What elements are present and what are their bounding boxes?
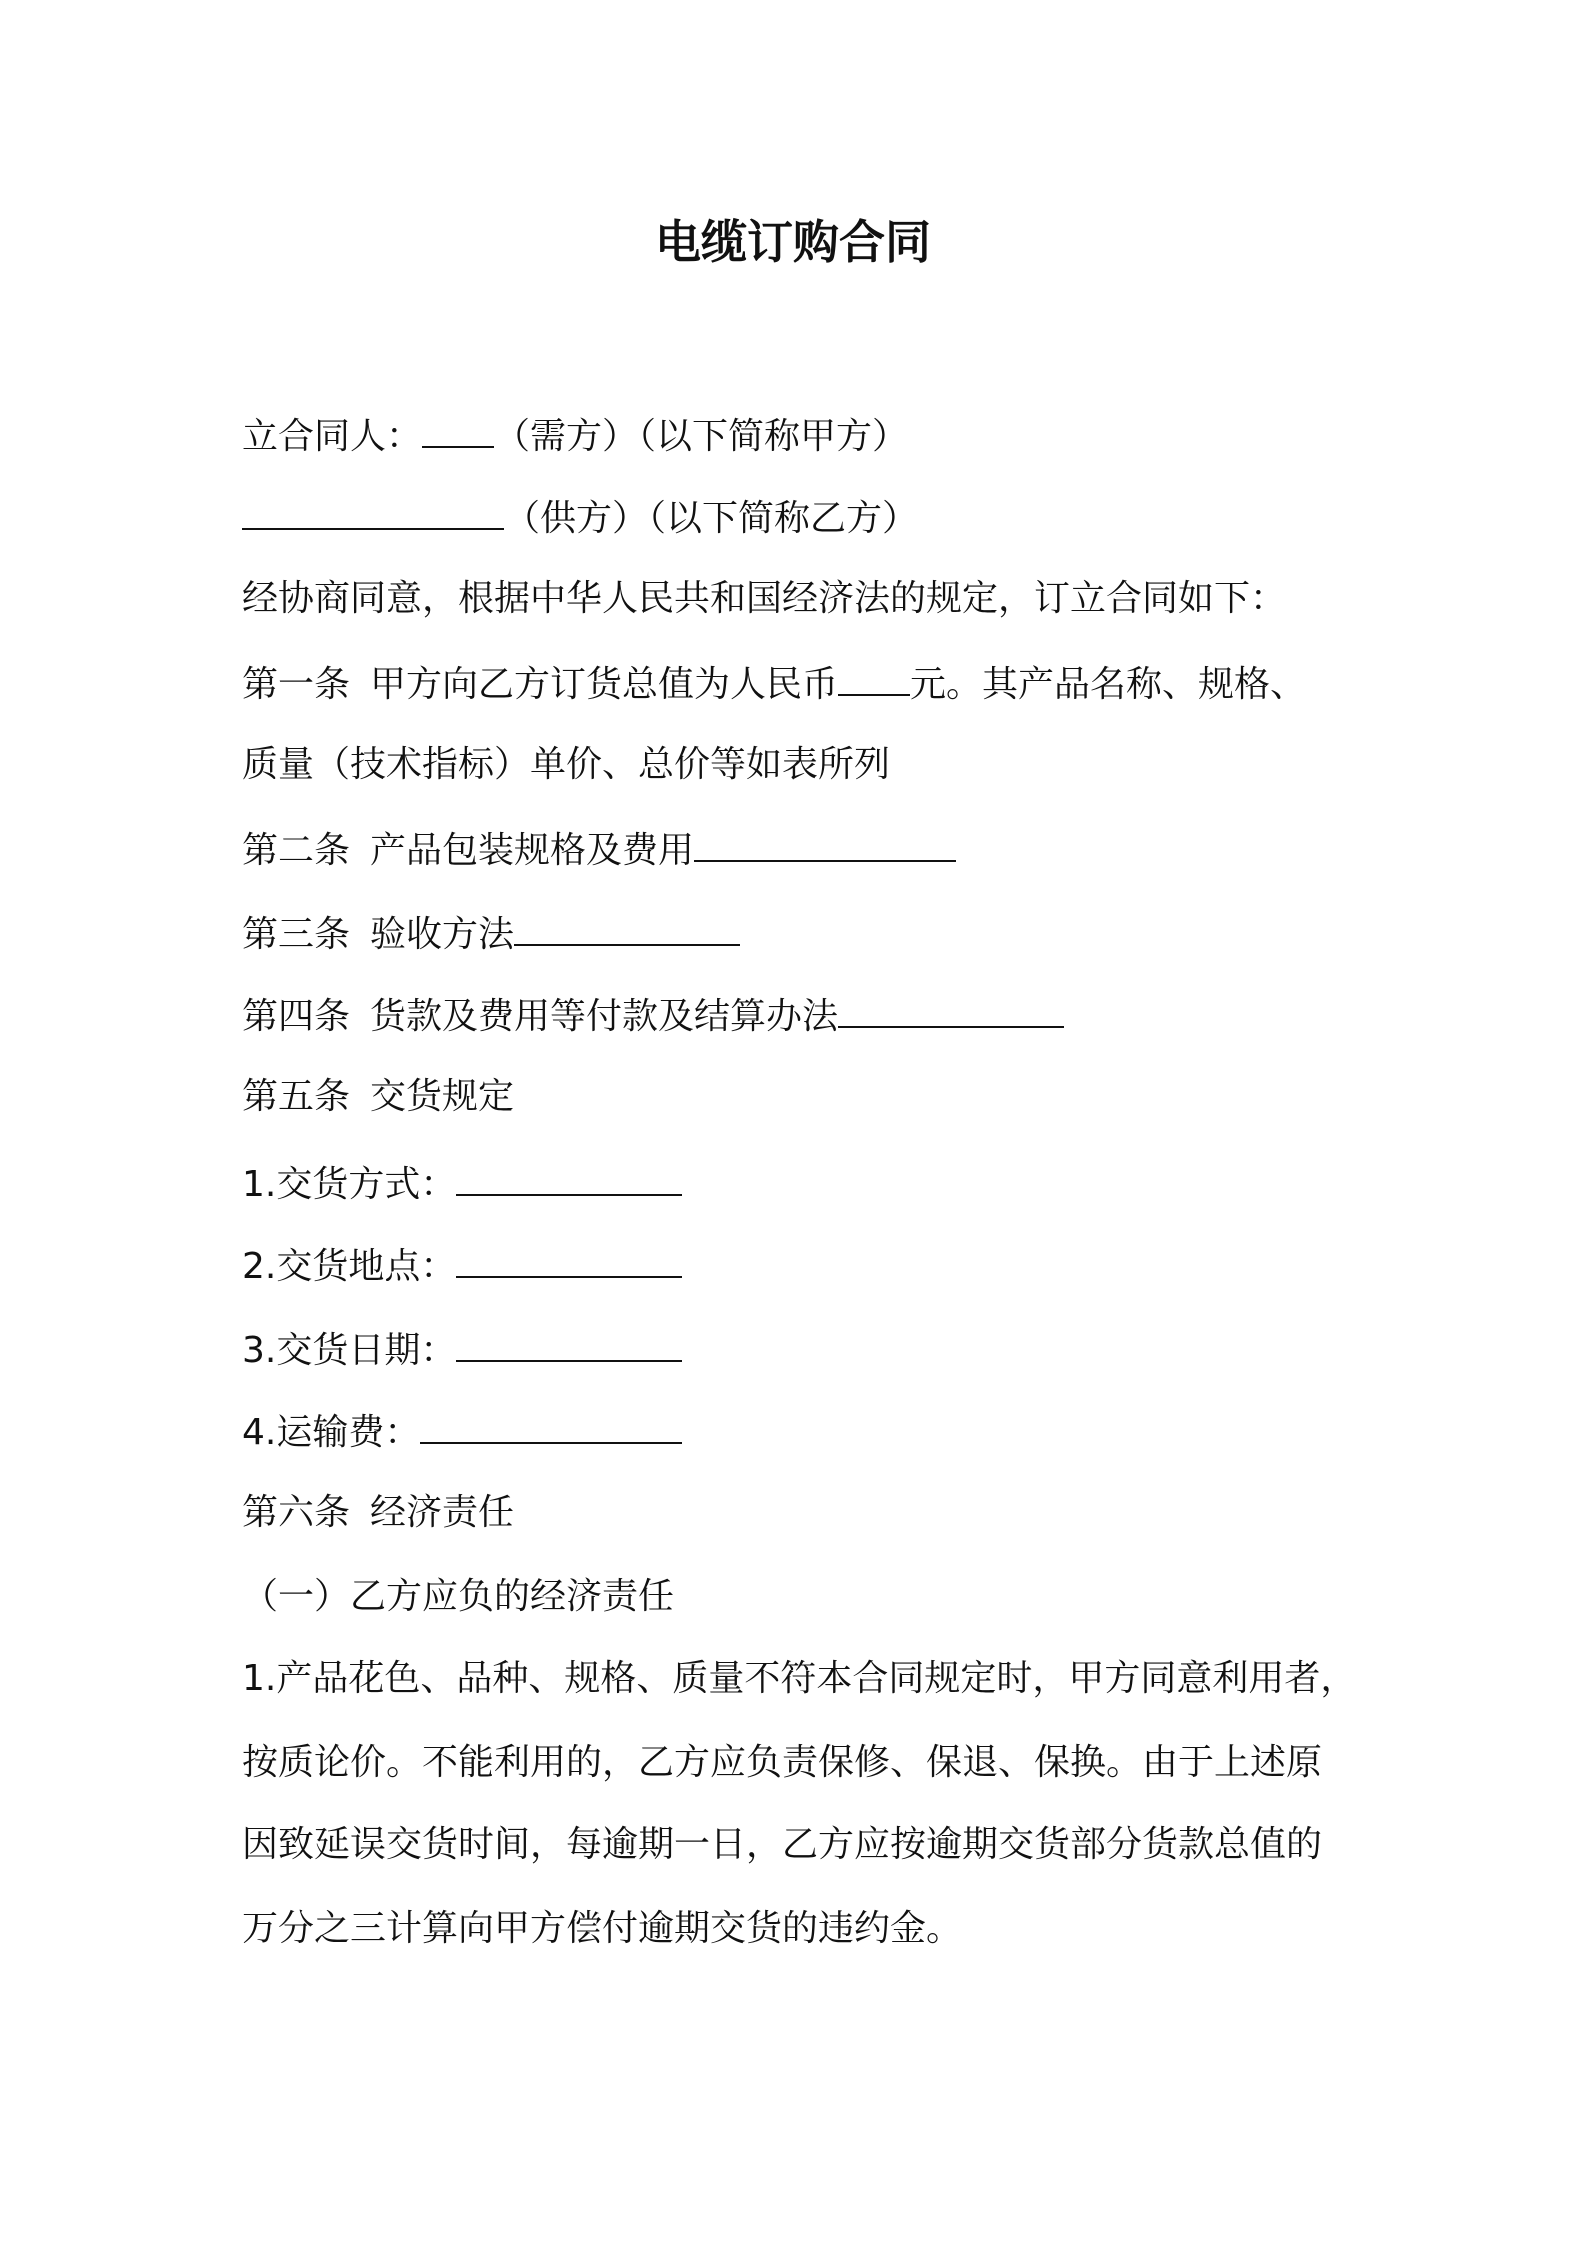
article-5-text: 交货规定: [370, 1076, 515, 1117]
article-1-heading: 第一条: [242, 664, 351, 705]
paragraph-line-3: 因致延误交货时间，每逾期一日，乙方应按逾期交货部分货款总值的: [242, 1824, 1323, 1865]
subsection-1-heading: （一）乙方应负的经济责任: [242, 1576, 675, 1617]
transport-fee: [242, 1404, 682, 1458]
delivery-location: [242, 1238, 682, 1292]
article-4-heading: 第四条: [242, 996, 351, 1037]
article-1-continued: 质量（技术指标）单价、总价等如表所列: [242, 744, 891, 785]
delivery-method-blank[interactable]: [456, 1156, 682, 1196]
delivery-method: [242, 1156, 682, 1210]
article-4-text: 货款及费用等付款及结算办法: [370, 996, 839, 1037]
paragraph-line-2: 按质论价。不能利用的，乙方应负责保修、保退、保换。由于上述原: [242, 1742, 1323, 1783]
article-6-heading: 第六条: [242, 1492, 351, 1533]
order-total-blank[interactable]: [838, 656, 910, 696]
delivery-location-label: 2.交货地点：: [242, 1246, 457, 1287]
article-4: [242, 988, 1064, 1042]
delivery-location-blank[interactable]: [456, 1238, 682, 1278]
article-1-text-b: 元。其产品名称、规格、: [910, 664, 1307, 705]
article-2: [242, 822, 956, 876]
preamble: 经协商同意，根据中华人民共和国经济法的规定，订立合同如下：: [242, 578, 1287, 619]
article-1: [242, 656, 1306, 710]
party-b-line: [242, 490, 918, 544]
party-b-suffix: （供方）（以下简称乙方）: [504, 498, 919, 539]
party-a-blank[interactable]: [422, 408, 494, 448]
article-5-heading: 第五条: [242, 1076, 351, 1117]
party-a-suffix: （需方）（以下简称甲方）: [494, 416, 909, 457]
party-b-blank[interactable]: [242, 490, 504, 530]
inspection-blank[interactable]: [514, 906, 740, 946]
party-a-label: 立合同人：: [242, 416, 423, 457]
article-5: [242, 1072, 514, 1122]
delivery-date: [242, 1322, 682, 1376]
delivery-date-blank[interactable]: [456, 1322, 682, 1362]
transport-fee-blank[interactable]: [420, 1404, 682, 1444]
article-2-heading: 第二条: [242, 830, 351, 871]
paragraph-line-4: 万分之三计算向甲方偿付逾期交货的违约金。: [242, 1908, 963, 1949]
article-3-text: 验收方法: [370, 914, 515, 955]
article-6: [242, 1488, 514, 1538]
transport-fee-label: 4.运输费：: [242, 1412, 421, 1453]
article-1-text-a: 甲方向乙方订货总值为人民币: [370, 664, 839, 705]
payment-blank[interactable]: [838, 988, 1064, 1028]
article-6-text: 经济责任: [370, 1492, 515, 1533]
delivery-method-label: 1.交货方式：: [242, 1164, 457, 1205]
article-2-text: 产品包装规格及费用: [370, 830, 695, 871]
packaging-blank[interactable]: [694, 822, 956, 862]
article-3: [242, 906, 740, 960]
article-3-heading: 第三条: [242, 914, 351, 955]
delivery-date-label: 3.交货日期：: [242, 1330, 457, 1371]
document-title: 电缆订购合同: [655, 215, 931, 269]
party-a-line: [242, 408, 908, 462]
paragraph-line-1: 1.产品花色、品种、规格、质量不符本合同规定时，甲方同意利用者，: [242, 1658, 1357, 1699]
